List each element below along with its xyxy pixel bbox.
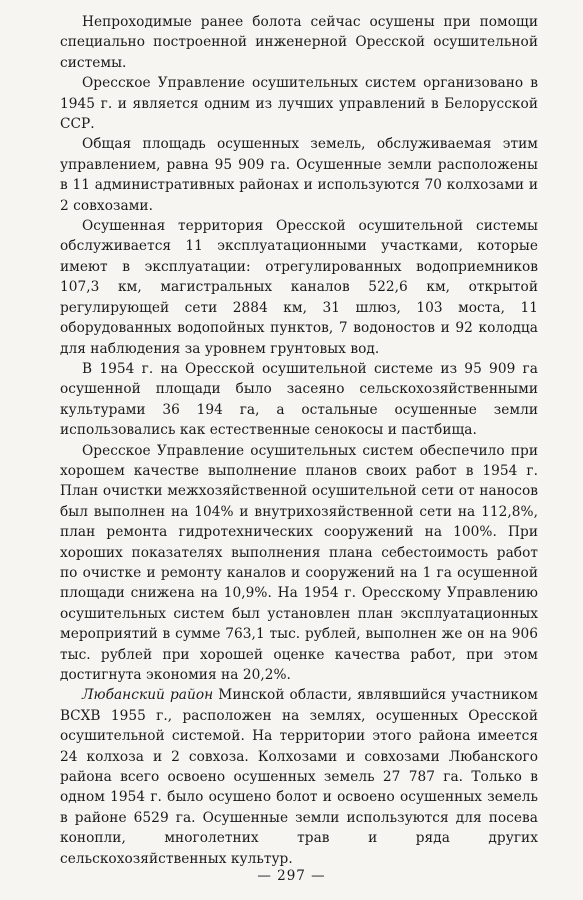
paragraph-4-text: Осушенная территория Оресской осушительной системы обслуживается 11 эксплуатационными участками, которые имеют в эксплуатации: отрегулированных водоприемников 107,3 км, магистральных каналов 522,6 км, открытой регулирующей сети 2884 км, 31 шлюз, 103 моста, 11 оборудованных водопойных пунктов, 7 водоностов и 92 колодца для наблюдения за уровнем грунтовых вод. <box>60 218 538 357</box>
paragraph-3-text: Общая площадь осушенных земель, обслуживаемая этим управлением, равна 95 909 га. Осушенные земли расположены в 11 административных районах и используются 70 колхозами и 2 совхозами. <box>60 136 538 214</box>
paragraph-2-text: Оресское Управление осушительных систем организовано в 1945 г. и является одним из лучших управлений в Белорусской ССР. <box>60 75 538 133</box>
paragraph-6-text: Оресское Управление осушительных систем обеспечило при хорошем качестве выполнение планов своих работ в 1954 г. План очистки межхозяйственной осушительной сети от наносов был выполнен на 104% и внутрихозяйственной сети на 112,8%, план ремонта гидротехнических сооружений на 100%. При хороших показателях выполнения плана себестоимость работ по очистке и ремонту каналов и сооружений на 1 га осушенной площади снижена на 10,9%. На 1954 г. Оресскому Управлению осушительных систем был установлен план эксплуатационных мероприятий в сумме 763,1 тыс. рублей, выполнен же он на 906 тыс. рублей при хорошей оценке качества работ, при этом достигнута экономия на 20,2%. <box>60 442 538 683</box>
paragraph-7 <box>60 685 538 869</box>
paragraph-4 <box>60 216 538 359</box>
page-number: — 297 — <box>257 868 326 884</box>
document-page <box>60 12 538 872</box>
paragraph-5 <box>60 359 538 441</box>
paragraph-7-lead: Любанский район <box>82 687 214 704</box>
paragraph-2 <box>60 73 538 134</box>
paragraph-6 <box>60 441 538 686</box>
paragraph-1-text: Непроходимые ранее болота сейчас осушены при помощи специально построенной инженерной Оресской осушительной системы. <box>60 14 538 71</box>
paragraph-5-text: В 1954 г. на Оресской осушительной системе из 95 909 га осушенной площади было засеяно сельскохозяйственными культурами 36 194 га, а остальные осушенные земли использовались как естественные сенокосы и пастбища. <box>60 360 538 439</box>
paragraph-3 <box>60 134 538 216</box>
paragraph-1 <box>60 12 538 73</box>
paragraph-7-text: Минской области, являвшийся участником ВСХВ 1955 г., расположен на землях, осушенных Оресской осушительной системой. На территории этого района имеется 24 колхоза и 2 совхоза. Колхозами и совхозами Любанского района всего освоено осушенных земель 27 787 га. Только в одном 1954 г. было осушено болот и освоено осушенных земель в районе 6529 га. Осушенные земли используются для посева конопли, многолетних трав и ряда других сельскохозяйственных культур. <box>60 687 538 867</box>
